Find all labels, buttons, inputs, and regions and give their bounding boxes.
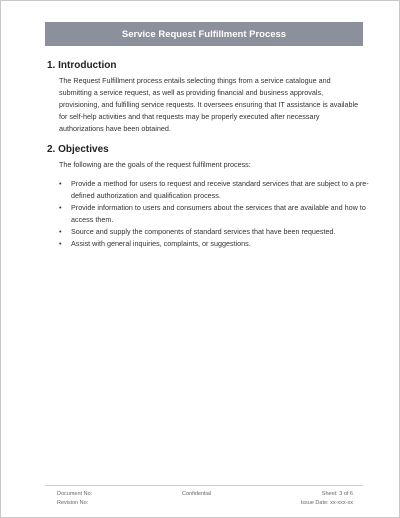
footer-sheet: Sheet: 3 of 6 bbox=[321, 491, 353, 497]
footer-classification: Confidential bbox=[182, 491, 212, 497]
list-item bbox=[59, 202, 369, 226]
footer-divider bbox=[45, 485, 363, 486]
list-item bbox=[59, 238, 369, 250]
list-item-text: Provide information to users and consumers about the services that are available and how to access them. bbox=[71, 203, 366, 224]
introduction-paragraph: The Request Fulfillment process entails selecting things from a service catalogue and submitting a service request, as well as providing financial and business approvals, provisioning, and fulfilling service requests. It oversees ensuring that IT assistance is available for self-help activities and that requests may be properly executed after necessary authorizations have been obtained. bbox=[59, 76, 359, 133]
objectives-intro: The following are the goals of the request fulfilment process: bbox=[59, 160, 251, 169]
footer-revision-no: Revision No: bbox=[57, 500, 89, 506]
list-item bbox=[59, 226, 369, 238]
section-heading-introduction: 1. Introduction bbox=[47, 60, 117, 71]
list-item-text: Provide a method for users to request and receive standard services that are subject to a pre-defined authorization and qualification process. bbox=[71, 179, 369, 200]
bullet-icon: • bbox=[59, 227, 62, 236]
bullet-icon: • bbox=[59, 239, 62, 248]
section-heading-objectives: 2. Objectives bbox=[47, 144, 109, 155]
bullet-icon: • bbox=[59, 179, 62, 188]
footer-document-no: Document No: bbox=[57, 491, 93, 497]
list-item-text: Source and supply the components of standard services that have been requested. bbox=[71, 227, 336, 236]
objectives-list bbox=[59, 178, 369, 250]
list-item-text: Assist with general inquiries, complaints, or suggestions. bbox=[71, 239, 251, 248]
bullet-icon: • bbox=[59, 203, 62, 212]
document-title: Service Request Fulfillment Process bbox=[45, 22, 363, 46]
list-item bbox=[59, 178, 369, 202]
footer-issue-date: Issue Date: xx-xxx-xx bbox=[300, 500, 353, 506]
